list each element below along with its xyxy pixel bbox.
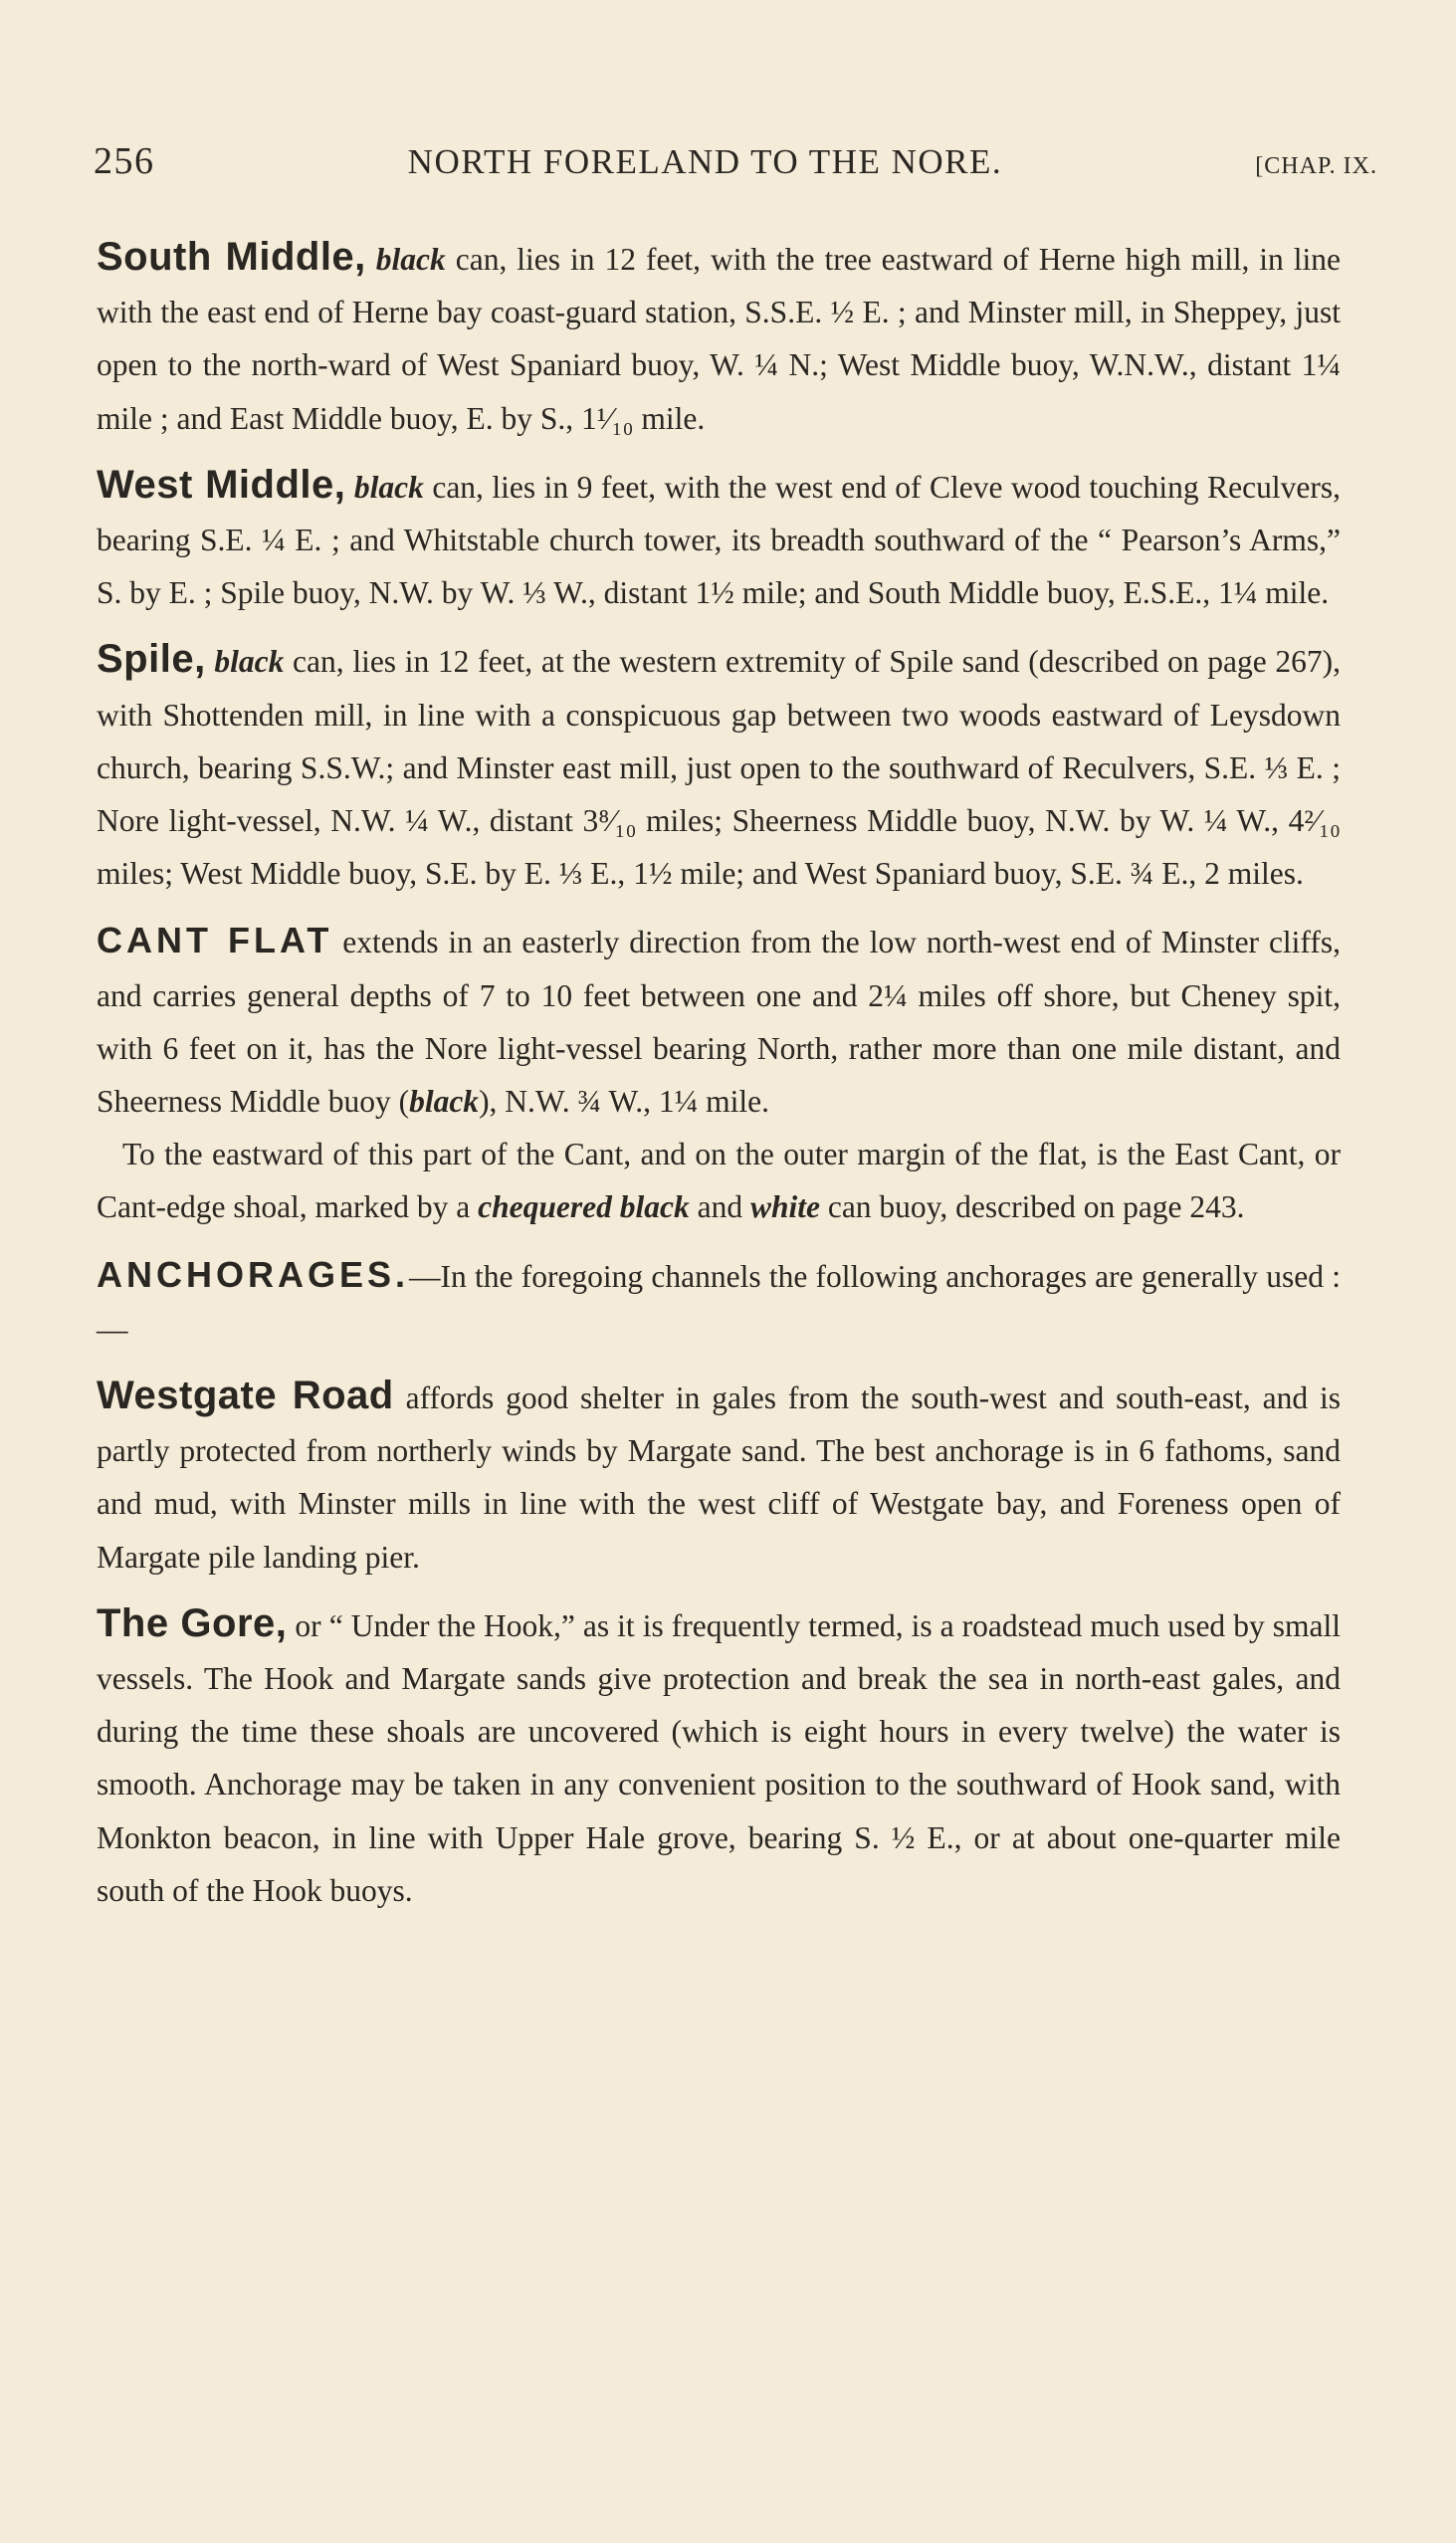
buoy-color: black (214, 644, 285, 680)
paragraph-text: can buoy, described on page 243. (819, 1189, 1245, 1225)
paragraph-cant-flat (97, 914, 1341, 1128)
paragraph-west-middle (97, 459, 1341, 620)
paragraph-text: ), N.W. ¾ W., 1¼ mile. (479, 1084, 770, 1120)
heading-anchorages: ANCHORAGES. (97, 1253, 410, 1295)
buoy-color: chequered black (478, 1189, 690, 1225)
paragraph-text: and (689, 1189, 750, 1225)
paragraph-westgate-road (97, 1370, 1341, 1584)
heading-west-middle: West Middle, (97, 462, 346, 507)
paragraph-text: can, lies in 12 feet, with the tree eastward of Herne high mill, in line with the east end of Herne bay coast-guard station, S.S.E. ½ E. ; and Minster mill, in Sheppey, just open to the north-ward of West Spaniard buoy, W. ¼ N.; West Middle buoy, W.N.W., distant 1¼ mile ; and East Middle buoy, E. by S., 1¹⁄₁₀ mile. (97, 242, 1342, 436)
heading-south-middle: South Middle, (97, 235, 366, 279)
chapter-label: [CHAP. IX. (1255, 153, 1377, 179)
heading-spile: Spile, (97, 637, 206, 682)
paragraph-text: —In the foregoing channels the following anchorages are generally used :— (97, 1258, 1341, 1347)
paragraph-text: can, lies in 9 feet, with the west end of Cleve wood touching Reculvers, bearing S.E. ¼ E. ; and Whitstable church tower, its breadth southward of the “ Pearson’s Arms,” S. by E. ; Spile buoy, N.W. by W. ⅓ W., distant 1½ mile; and South Middle buoy, E.S.E., 1¼ mile. (97, 469, 1341, 611)
paragraph-east-cant (97, 1128, 1341, 1233)
buoy-color: black (409, 1084, 480, 1120)
buoy-color: white (749, 1189, 820, 1225)
paragraph-text: affords good shelter in gales from the south-west and south-east, and is partly protected from northerly winds by Margate sand. The best anchorage is in 6 fathoms, sand and mud, with Minster mills in line with the west cliff of Westgate bay, and Foreness open of Margate pile landing pier. (97, 1380, 1341, 1575)
paragraph-south-middle (97, 231, 1341, 445)
heading-cant-flat: CANT FLAT (97, 920, 333, 961)
heading-the-gore: The Gore, (97, 1600, 288, 1645)
paragraph-anchorages (97, 1248, 1341, 1356)
paragraph-the-gore (97, 1597, 1341, 1917)
buoy-color: black (375, 242, 446, 277)
paragraph-text: or “ Under the Hook,” as it is frequently termed, is a roadstead much used by small vessels. The Hook and Margate sands give protection and break the sea in north-east gales, and during the time these shoals are uncovered (which is eight hours in every twelve) the water is smooth. Anchorage may be taken in any convenient position to the southward of Hook sand, with Monkton beacon, in line with Upper Hale grove, bearing S. ½ E., or at about one-quarter mile south of the Hook buoys. (97, 1607, 1341, 1908)
buoy-color: black (353, 469, 424, 505)
paragraph-text: extends in an easterly direction from the low north-west end of Minster cliffs, and carries general depths of 7 to 10 feet between one and 2¼ miles off shore, but Cheney spit, with 6 feet on it, has the Nore light-vessel bearing North, rather more than one mile distant, and Sheerness Middle buoy ( (97, 925, 1341, 1120)
page-number: 256 (94, 140, 155, 182)
heading-westgate-road: Westgate Road (97, 1374, 394, 1418)
page-header (94, 139, 1377, 183)
page-body (97, 231, 1341, 1917)
paragraph-text: To the eastward of this part of the Cant, and on the outer margin of the flat, is the East Cant, or Cant-edge shoal, marked by a (97, 1137, 1341, 1225)
paragraph-spile (97, 633, 1341, 900)
paragraph-text: can, lies in 12 feet, at the western extremity of Spile sand (described on page 267), with Shottenden mill, in line with a conspicuous gap between two woods eastward of Leysdown church, bearing S.S.W.; and Minster east mill, just open to the southward of Reculvers, S.E. ⅓ E. ; Nore light-vessel, N.W. ¼ W., distant 3⁸⁄₁₀ miles; Sheerness Middle buoy, N.W. by W. ¼ W., 4²⁄₁₀ miles; West Middle buoy, S.E. by E. ⅓ E., 1½ mile; and West Spaniard buoy, S.E. ¾ E., 2 miles. (97, 644, 1342, 892)
running-title: NORTH FORELAND TO THE NORE. (407, 142, 1003, 181)
